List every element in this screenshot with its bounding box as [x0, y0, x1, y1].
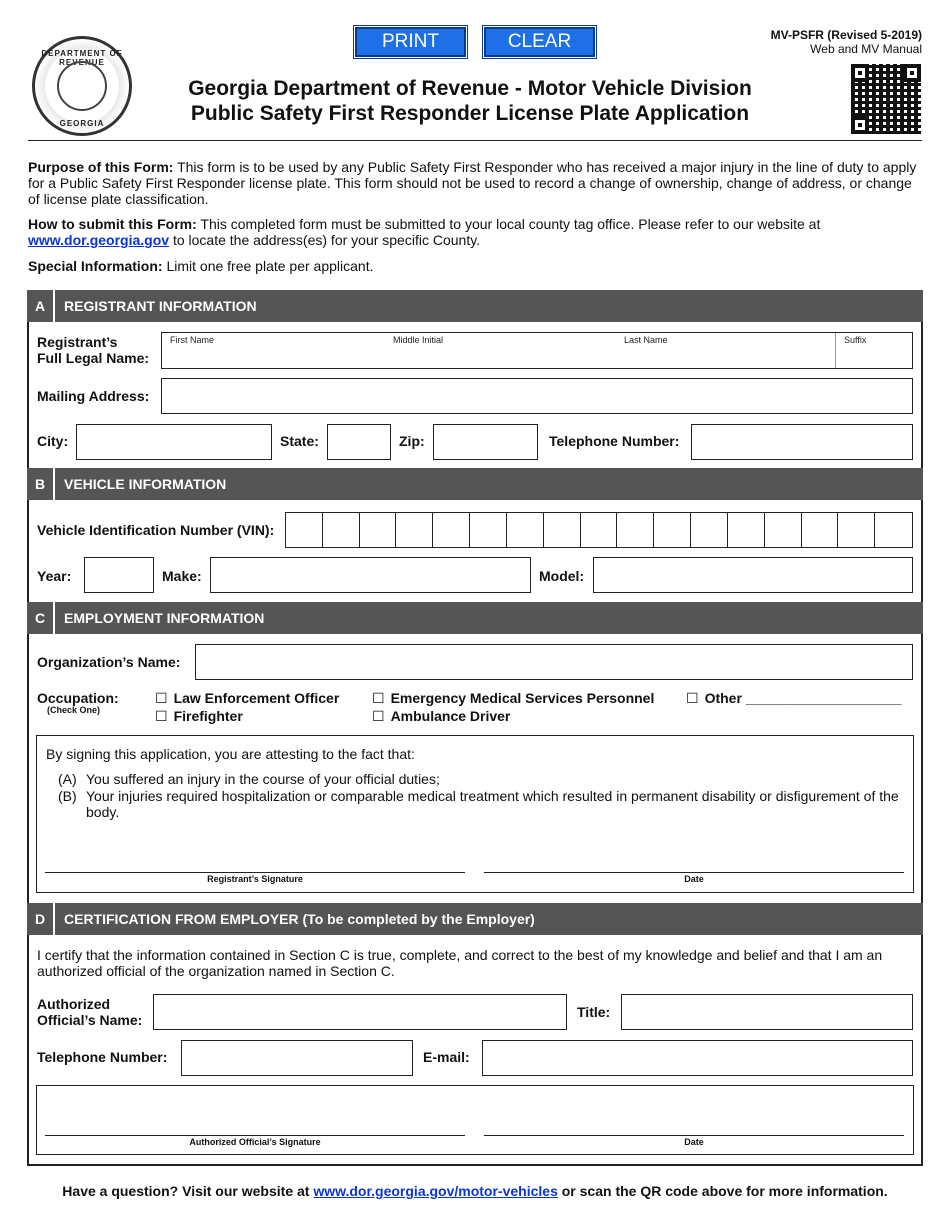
occupation-label: Occupation: — [37, 690, 119, 706]
section-a-header — [27, 290, 923, 322]
official-signature-box — [36, 1085, 914, 1155]
footer-text: Have a question? Visit our website at — [62, 1183, 314, 1199]
vin-cell[interactable] — [617, 513, 654, 547]
submit-text-2: to locate the address(es) for your specific County. — [169, 232, 481, 248]
vin-cell[interactable] — [654, 513, 691, 547]
vin-input[interactable] — [285, 512, 913, 548]
model-input[interactable] — [593, 557, 913, 593]
purpose-label: Purpose of this Form: — [28, 159, 174, 175]
full-name-label-line1: Registrant’s — [37, 334, 118, 350]
option-label: Other ____________________ — [704, 690, 902, 706]
official-date-line[interactable] — [484, 1135, 904, 1136]
model-label: Model: — [539, 568, 585, 584]
purpose-text: This form is to be used by any Public Safety First Responder who has received a major injury in the line of duty to apply for a Public Safety First Responder license plate. This form should not be used to record a change of ownership, change of address, or change of license plate classification. — [28, 159, 917, 207]
section-letter: A — [27, 290, 55, 322]
mailing-address-label: Mailing Address: — [37, 388, 150, 404]
section-title: VEHICLE INFORMATION — [64, 476, 227, 492]
form-number-block — [771, 28, 922, 56]
official-date-caption: Date — [684, 1137, 704, 1147]
occupation-law-enforcement[interactable] — [155, 690, 339, 706]
occupation-ambulance[interactable] — [372, 708, 510, 724]
submit-paragraph — [28, 216, 922, 248]
qr-code — [851, 64, 921, 134]
official-name-label-line2: Official’s Name: — [37, 1012, 143, 1028]
suffix-caption: Suffix — [844, 335, 867, 345]
form-source: Web and MV Manual — [810, 42, 922, 56]
city-input[interactable] — [76, 424, 272, 460]
last-name-caption: Last Name — [624, 335, 668, 345]
submit-label: How to submit this Form: — [28, 216, 197, 232]
attest-b-mark: (B) — [58, 788, 77, 804]
year-input[interactable] — [84, 557, 154, 593]
title-line-2: Public Safety First Responder License Plate Application — [190, 102, 750, 125]
form-frame — [27, 290, 923, 1166]
seal-bottom-text: GEORGIA — [59, 119, 105, 128]
form-number: MV-PSFR (Revised 5-2019) — [770, 28, 922, 42]
seal-top-text: DEPARTMENT OF REVENUE — [41, 49, 123, 67]
attestation-box — [36, 735, 914, 893]
clear-button[interactable]: CLEAR — [484, 27, 595, 57]
vin-cell[interactable] — [396, 513, 433, 547]
employer-telephone-label: Telephone Number: — [37, 1049, 168, 1065]
checkbox-icon[interactable]: ☐ — [372, 708, 385, 724]
qr-finder — [851, 64, 869, 82]
full-name-label-line2: Full Legal Name: — [37, 350, 150, 366]
middle-initial-caption: Middle Initial — [393, 335, 444, 345]
employer-telephone-input[interactable] — [181, 1040, 413, 1076]
special-text: Limit one free plate per applicant. — [162, 258, 374, 274]
registrant-date-line[interactable] — [484, 872, 904, 873]
check-one-note: (Check One) — [47, 705, 101, 715]
header-divider — [28, 140, 922, 141]
option-label: Law Enforcement Officer — [173, 690, 340, 706]
certification-text: I certify that the information contained in Section C is true, complete, and correct to the best of my knowledge and belief and that I am an authorized official of the organization named in Section C. — [37, 947, 883, 979]
state-label: State: — [280, 433, 319, 449]
official-name-input[interactable] — [153, 994, 567, 1030]
qr-finder — [903, 64, 921, 82]
print-button[interactable]: PRINT — [355, 27, 466, 57]
organization-input[interactable] — [195, 644, 913, 680]
special-paragraph — [28, 258, 922, 274]
occupation-firefighter[interactable] — [155, 708, 243, 724]
vin-cell[interactable] — [544, 513, 581, 547]
checkbox-icon[interactable]: ☐ — [155, 708, 168, 724]
title-label: Title: — [577, 1004, 611, 1020]
vin-cell[interactable] — [323, 513, 360, 547]
vin-cell[interactable] — [360, 513, 397, 547]
attest-intro: By signing this application, you are attesting to the fact that: — [46, 746, 415, 762]
vin-cell[interactable] — [838, 513, 875, 547]
vin-cell[interactable] — [765, 513, 802, 547]
option-label: Emergency Medical Services Personnel — [390, 690, 655, 706]
section-title: EMPLOYMENT INFORMATION — [64, 610, 265, 626]
vin-label: Vehicle Identification Number (VIN): — [37, 522, 275, 538]
attest-a: You suffered an injury in the course of your official duties; — [86, 771, 440, 787]
seal-emblem — [57, 61, 107, 111]
footer-text-2: or scan the QR code above for more information. — [557, 1183, 888, 1199]
special-label: Special Information: — [28, 258, 163, 274]
checkbox-icon[interactable]: ☐ — [372, 690, 385, 706]
section-letter: C — [27, 602, 55, 634]
vin-cell[interactable] — [581, 513, 618, 547]
attest-b: Your injuries required hospitalization or comparable medical treatment which resulted in permanent disability or disfigurement of the body. — [86, 788, 899, 820]
registrant-signature-caption: Registrant’s Signature — [207, 874, 303, 884]
section-d-header — [27, 903, 923, 935]
full-name-label — [37, 334, 149, 366]
vin-cell[interactable] — [875, 513, 912, 547]
full-name-input[interactable] — [161, 332, 913, 369]
option-label: Ambulance Driver — [390, 708, 511, 724]
zip-label: Zip: — [399, 433, 425, 449]
official-name-label-line1: Authorized — [37, 996, 111, 1012]
vin-cell[interactable] — [433, 513, 470, 547]
registrant-signature-line[interactable] — [45, 872, 465, 873]
checkbox-icon[interactable]: ☐ — [155, 690, 168, 706]
telephone-input[interactable] — [691, 424, 913, 460]
official-signature-caption: Authorized Official’s Signature — [189, 1137, 321, 1147]
submit-text: This completed form must be submitted to your local county tag office. Please refer to our website at — [196, 216, 821, 232]
official-name-label — [37, 996, 142, 1028]
city-label: City: — [37, 433, 69, 449]
year-label: Year: — [37, 568, 72, 584]
suffix-divider — [835, 333, 836, 368]
registrant-date-caption: Date — [684, 874, 704, 884]
title-line-1: Georgia Department of Revenue - Motor Vehicle Division — [188, 77, 752, 100]
footer — [0, 1183, 950, 1199]
dor-website-link[interactable]: www.dor.georgia.gov — [28, 232, 170, 248]
mailing-address-input[interactable] — [161, 378, 913, 414]
organization-label: Organization’s Name: — [37, 654, 181, 670]
zip-input[interactable] — [433, 424, 538, 460]
section-letter: B — [27, 468, 55, 500]
section-title: REGISTRANT INFORMATION — [64, 298, 257, 314]
qr-finder — [851, 116, 869, 134]
section-letter: D — [27, 903, 55, 935]
georgia-revenue-seal — [32, 36, 132, 136]
make-input[interactable] — [210, 557, 531, 593]
vin-cell[interactable] — [728, 513, 765, 547]
checkbox-icon[interactable]: ☐ — [686, 690, 699, 706]
vin-cell[interactable] — [286, 513, 323, 547]
section-b-header — [27, 468, 923, 500]
motor-vehicles-link[interactable]: www.dor.georgia.gov/motor-vehicles — [313, 1183, 558, 1199]
make-label: Make: — [162, 568, 202, 584]
first-name-caption: First Name — [170, 335, 215, 345]
state-input[interactable] — [327, 424, 391, 460]
vin-cell[interactable] — [802, 513, 839, 547]
purpose-paragraph — [28, 159, 922, 207]
email-input[interactable] — [482, 1040, 913, 1076]
email-label: E-mail: — [423, 1049, 470, 1065]
vin-cell[interactable] — [691, 513, 728, 547]
occupation-other[interactable] — [686, 690, 902, 706]
page-title — [140, 76, 800, 126]
attest-a-mark: (A) — [58, 771, 77, 787]
occupation-ems[interactable] — [372, 690, 654, 706]
section-c-header — [27, 602, 923, 634]
option-label: Firefighter — [173, 708, 243, 724]
title-input[interactable] — [621, 994, 913, 1030]
official-signature-line[interactable] — [45, 1135, 465, 1136]
telephone-label: Telephone Number: — [549, 433, 680, 449]
section-title: CERTIFICATION FROM EMPLOYER (To be completed by the Employer) — [64, 911, 535, 927]
vin-cell[interactable] — [507, 513, 544, 547]
vin-cell[interactable] — [470, 513, 507, 547]
